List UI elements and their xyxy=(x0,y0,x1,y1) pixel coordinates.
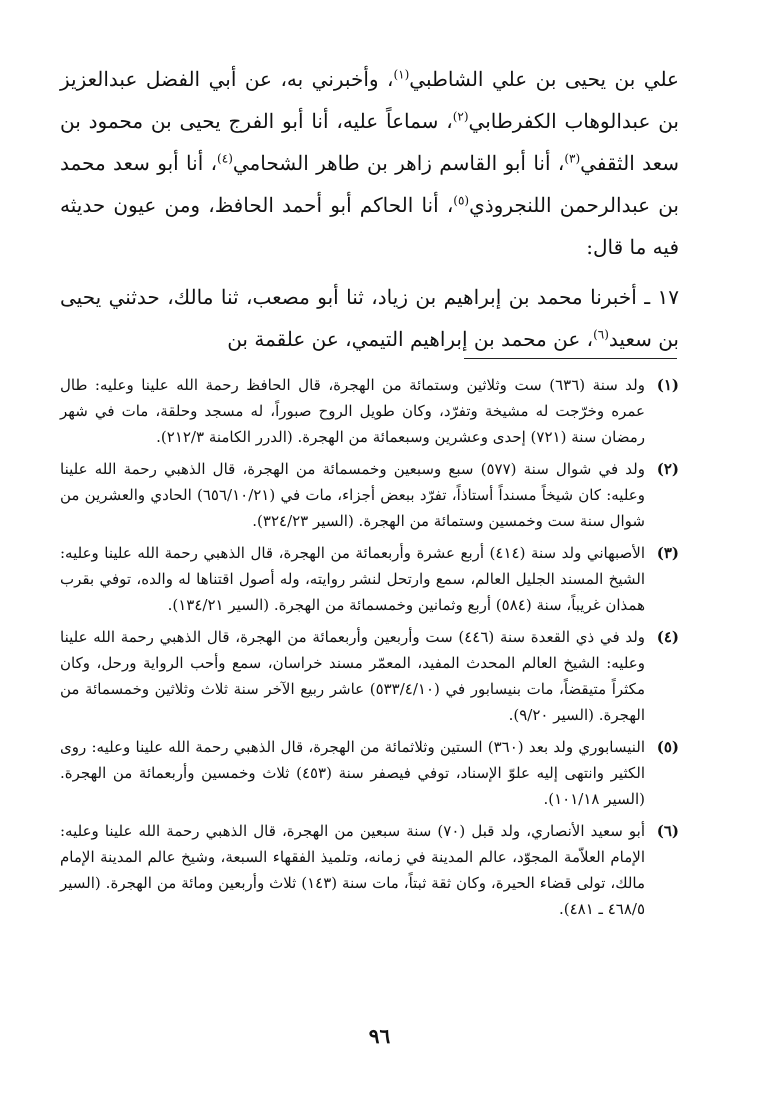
footnote-ref: (٦) xyxy=(593,327,609,342)
footnote-separator xyxy=(464,358,677,359)
book-page xyxy=(60,58,679,1110)
footnotes xyxy=(60,372,679,928)
text-segment: ، وأخبرني به، عن أبي الفضل عبدالعزيز بن عبدالوهاب الكفرطابي xyxy=(60,67,679,133)
page-number: ٩٦ xyxy=(368,1024,391,1048)
footnote-ref: (٥) xyxy=(453,193,470,208)
footnote-5 xyxy=(60,734,679,812)
paragraph-2 xyxy=(60,276,679,360)
footnote-number: (١) xyxy=(656,376,679,394)
paragraph-1 xyxy=(60,58,679,268)
text-segment: ، أنا أبو سعد محمد بن عبدالرحمن اللنجروذي xyxy=(60,151,679,217)
footnote-text: الأصبهاني ولد سنة (٤١٤) أربع عشرة وأربعمائة من الهجرة، قال الذهبي رحمة الله علينا وعليه: الشيخ المسند الجليل العالم، سمع وارتحل لنشر روايته، وله أصول اقتناها له والده، توفي بقرب همذان غريباً، سنة (٥٨٤) أربع وثمانين وخمسمائة من الهجرة. (السير ١٣٤/٢١). xyxy=(60,544,645,614)
footnote-ref: (١) xyxy=(393,67,410,82)
text-segment: علي بن يحيى بن علي الشاطبي xyxy=(409,67,679,91)
text-segment: ، أنا أبو القاسم زاهر بن طاهر الشحامي xyxy=(232,151,565,175)
footnote-number: (٢) xyxy=(656,460,679,478)
footnote-number: (٥) xyxy=(656,738,679,756)
footnote-text: النيسابوري ولد بعد (٣٦٠) الستين وثلاثمائة من الهجرة، قال الذهبي رحمة الله علينا وعليه: روى الكثير وانتهى إليه علوّ الإسناد، توفي فيصفر سنة (٤٥٣) ثلاث وخمسين وأربعمائة من الهجرة. (السير ١٠١/١٨). xyxy=(60,738,646,808)
footnote-2 xyxy=(60,456,679,534)
footnote-text: أبو سعيد الأنصاري، ولد قبل (٧٠) سنة سبعين من الهجرة، قال الذهبي رحمة الله علينا وعليه: الإمام العلاّمة المجوّد، عالم المدينة في زمانه، وتلميذ الفقهاء السبعة، وشيخ عالم المدينة الإمام مالك، تولى قضاء الحيرة، وكان ثقة ثبتاً، مات سنة (١٤٣) ثلاث وأربعين ومائة من الهجرة. (السير ٤٦٨/٥ ـ ٤٨١). xyxy=(60,822,646,918)
text-segment: ، سماعاً عليه، أنا أبو الفرج يحيى بن محمود بن سعد الثقفي xyxy=(60,109,679,175)
footnote-3 xyxy=(60,540,679,618)
footnote-ref: (٣) xyxy=(564,151,581,166)
footnote-ref: (٤) xyxy=(217,151,233,166)
footnote-text: ولد في ذي القعدة سنة (٤٤٦) ست وأربعين وأربعمائة من الهجرة، قال الذهبي رحمة الله علينا وعليه: الشيخ العالم المحدث المفيد، المعمّر مسند خراسان، سمع وأحب الرواية ورحل، وكان مكثراً متيقضاً، مات بنيسابور في (٥٣٣/٤/١٠) عاشر ربيع الآخر سنة ثلاث وثلاثين وخمسمائة من الهجرة. (السير ٩/٢٠). xyxy=(60,628,646,724)
main-text xyxy=(60,58,679,360)
footnote-1 xyxy=(60,372,679,450)
footnote-number: (٣) xyxy=(656,544,679,562)
footnote-number: (٤) xyxy=(656,628,679,646)
text-segment: ، عن محمد بن إبراهيم التيمي، عن علقمة بن xyxy=(227,327,594,351)
footnote-text: ولد سنة (٦٣٦) ست وثلاثين وستمائة من الهجرة، قال الحافظ رحمة الله علينا وعليه: طال عمره وخرّجت له مشيخة وتفرّد، وكان طويل الروح صبوراً، له مسجد وحلقة، مات في شهر رمضان سنة (٧٢١) إحدى وعشرين وسبعمائة من الهجرة. (الدرر الكامنة ٢١٢/٣). xyxy=(60,376,645,446)
footnote-text: ولد في شوال سنة (٥٧٧) سبع وسبعين وخمسمائة من الهجرة، قال الذهبي رحمة الله علينا وعليه: كان شيخاً مسنداً أستاذاً، تفرّد ببعض أجزاء، مات في (٦٥٦/١٠/٢١) الحادي والعشرين من شوال سنة ست وخمسين وستمائة من الهجرة. (السير ٣٢٤/٢٣). xyxy=(60,460,645,530)
footnote-ref: (٢) xyxy=(452,109,469,124)
footnote-6 xyxy=(60,818,679,922)
text-segment: ، أنا الحاكم أبو أحمد الحافظ، ومن عيون حديثه فيه ما قال: xyxy=(60,193,679,259)
footnote-4 xyxy=(60,624,679,728)
text-segment: ١٧ ـ أخبرنا محمد بن إبراهيم بن زياد، ثنا أبو مصعب، ثنا مالك، حدثني يحيى بن سعيد xyxy=(60,285,679,351)
footnote-number: (٦) xyxy=(656,822,679,840)
